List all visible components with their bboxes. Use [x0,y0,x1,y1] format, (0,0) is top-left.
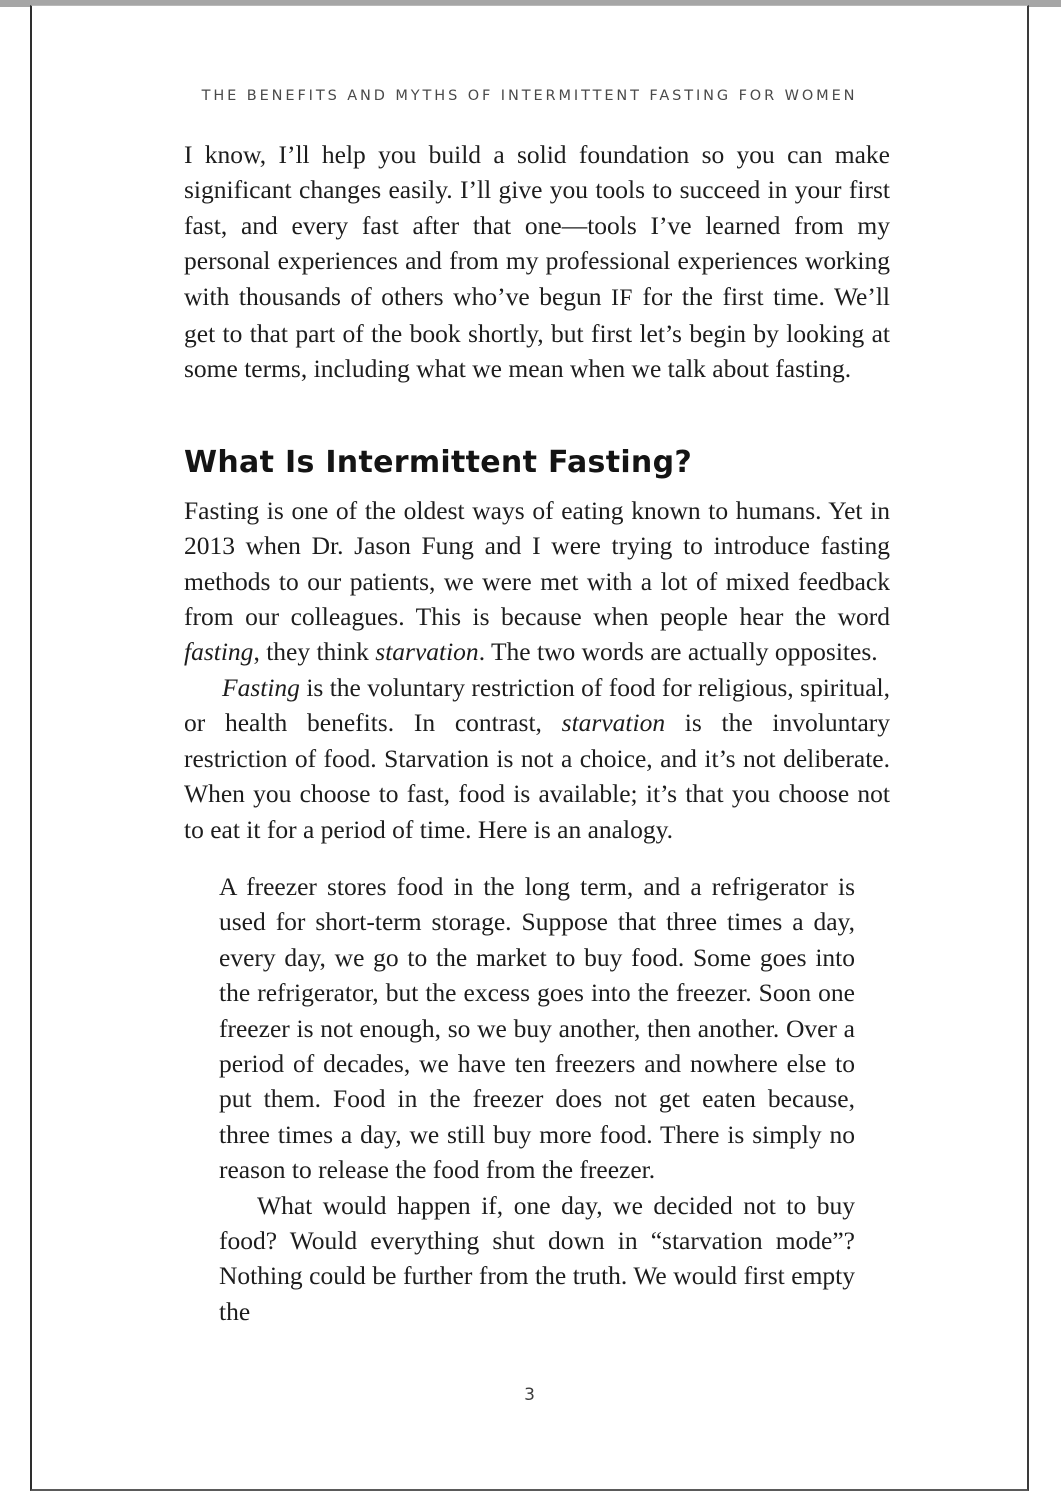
extract-paragraph-starvation-mode: What would happen if, one day, we decided not to buy food? Would everything shut down in “starvation mode”? Nothing could be further from the truth. We would first empty the [219,1190,855,1326]
spacer-after-heading [184,481,890,493]
spacer-before-heading [184,387,890,445]
emphasis-starvation-definition: starvation [561,708,666,738]
emphasis-fasting: fasting [184,637,254,667]
paragraph-fasting-history-part-2: , they think [253,637,376,667]
paragraph-intro [184,137,890,387]
emphasis-fasting-definition: Fasting [222,672,300,702]
text-column [184,137,890,1329]
paragraph-fasting-history [184,493,890,670]
page-inner [32,6,1027,1489]
paragraph-fasting-history-part-3: . The two words are actually opposites. [478,637,878,667]
section-heading: What Is Intermittent Fasting? [184,444,693,480]
extract-paragraph-freezer: A freezer stores food in the long term, and a refrigerator is used for short-term storage. Suppose that three times a day, every day, we go to the market to buy food. Some goes into the refrigerator, but the excess goes into the freezer. Soon one freezer is not enough, so we buy another, then another. Over a period of decades, we have ten freezers and nowhere else to put them. Food in the freezer does not get eaten because, three times a day, we still buy more food. There is simply no reason to release the food from the freezer. [219,871,855,1185]
abbreviation-if: IF [611,284,633,311]
paragraph-intro-text-part-1: I know, I’ll help you build a solid foundation so you can make significant changes easily. I’ll give you tools to succeed in your first fast, and every fast after that one—tools I’ve learned from my personal experiences and from my professional experiences working with thousands of others who’ve begun [184,140,890,311]
page-sheet [30,5,1029,1491]
page-number: 3 [524,1385,535,1405]
paragraph-intro-text-part-2: for the first time. We’ll get to that part of the book shortly, but first let’s begin by looking at some terms, including what we mean when we talk about fasting. [184,281,890,384]
running-head: THE BENEFITS AND MYTHS OF INTERMITTENT FASTING FOR WOMEN [201,88,858,104]
paragraph-definitions-part-2: is the involuntary restriction of food. Starvation is not a choice, and it’s not deliberate. When you choose to fast, food is available; it’s that you choose not to eat it for a period of time. Here is an analogy. [184,708,891,844]
spacer-before-extract [184,847,890,869]
extract-block [184,869,855,1329]
emphasis-starvation: starvation [375,637,479,667]
paragraph-fasting-history-part-1: Fasting is one of the oldest ways of eating known to humans. Yet in 2013 when Dr. Jason Fung and I were trying to introduce fasting methods to our patients, we were met with a lot of mixed feedback from our colleagues. This is because when people hear the word [184,495,890,632]
paragraph-definitions [184,670,890,847]
paragraph-definitions-part-1: is the voluntary restriction of food for religious, spiritual, or health benefits. In contrast, [184,672,890,738]
